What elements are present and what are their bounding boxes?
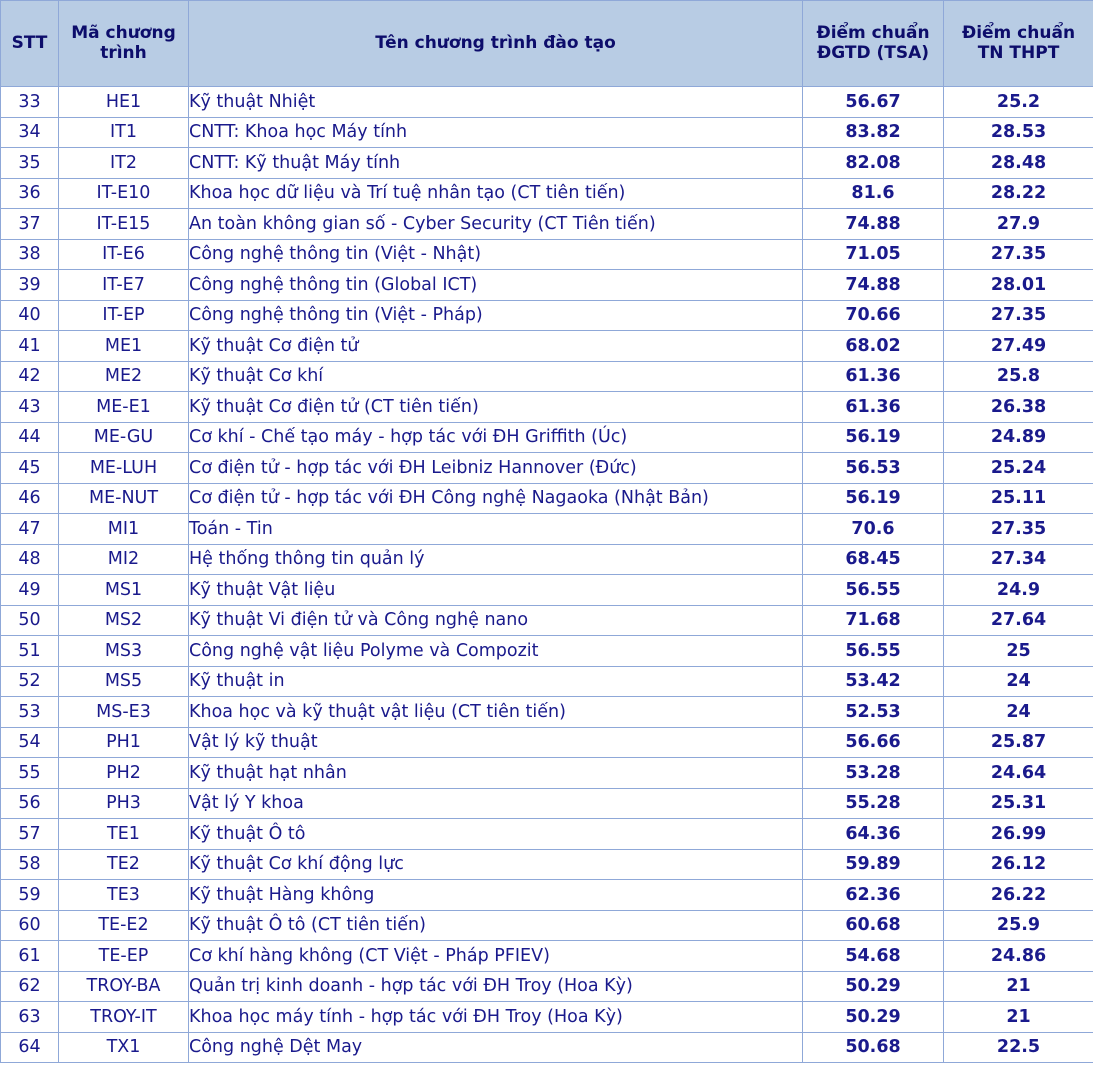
row-thpt-score: 25.24 — [944, 453, 1093, 484]
table-row — [1, 392, 1093, 423]
row-program-code: ME1 — [59, 331, 189, 362]
row-program-code: MI1 — [59, 514, 189, 545]
row-thpt-score: 27.35 — [944, 300, 1093, 331]
row-program-name: Kỹ thuật Ô tô (CT tiên tiến) — [189, 910, 803, 941]
row-stt: 61 — [1, 941, 59, 972]
row-program-code: TROY-BA — [59, 971, 189, 1002]
row-tsa-score: 53.42 — [803, 666, 944, 697]
row-program-code: IT-E7 — [59, 270, 189, 301]
row-program-code: ME-LUH — [59, 453, 189, 484]
row-thpt-score: 26.38 — [944, 392, 1093, 423]
column-header-stt — [1, 1, 59, 87]
row-thpt-score: 24 — [944, 666, 1093, 697]
row-stt: 60 — [1, 910, 59, 941]
column-header-thpt-score-line-1: Điểm chuẩn — [961, 22, 1076, 43]
row-thpt-score: 21 — [944, 971, 1093, 1002]
table-row — [1, 148, 1093, 179]
row-program-name: Khoa học dữ liệu và Trí tuệ nhân tạo (CT tiên tiến) — [189, 178, 803, 209]
row-tsa-score: 81.6 — [803, 178, 944, 209]
column-header-tsa-score-line-1: Điểm chuẩn — [816, 22, 930, 43]
row-stt: 52 — [1, 666, 59, 697]
table-row — [1, 209, 1093, 240]
row-program-code: IT-E10 — [59, 178, 189, 209]
table-row — [1, 422, 1093, 453]
column-header-program-name-line-1: Tên chương trình đào tạo — [375, 32, 616, 53]
row-tsa-score: 61.36 — [803, 361, 944, 392]
table-row — [1, 1002, 1093, 1033]
row-program-name: Cơ khí hàng không (CT Việt - Pháp PFIEV) — [189, 941, 803, 972]
row-thpt-score: 27.49 — [944, 331, 1093, 362]
row-stt: 40 — [1, 300, 59, 331]
table-row — [1, 758, 1093, 789]
row-tsa-score: 56.55 — [803, 636, 944, 667]
row-thpt-score: 25.9 — [944, 910, 1093, 941]
row-tsa-score: 68.02 — [803, 331, 944, 362]
row-stt: 50 — [1, 605, 59, 636]
row-tsa-score: 54.68 — [803, 941, 944, 972]
row-program-code: MS5 — [59, 666, 189, 697]
column-header-program-code-line-2: trình — [100, 42, 147, 63]
column-header-thpt-score-line-2: TN THPT — [977, 42, 1060, 63]
row-stt: 64 — [1, 1032, 59, 1063]
column-header-program-name — [189, 1, 803, 87]
row-program-name: Kỹ thuật Hàng không — [189, 880, 803, 911]
row-program-code: TX1 — [59, 1032, 189, 1063]
table-row — [1, 514, 1093, 545]
table-row — [1, 361, 1093, 392]
row-thpt-score: 24.64 — [944, 758, 1093, 789]
row-tsa-score: 74.88 — [803, 270, 944, 301]
row-thpt-score: 26.12 — [944, 849, 1093, 880]
row-thpt-score: 27.35 — [944, 239, 1093, 270]
row-stt: 38 — [1, 239, 59, 270]
row-program-code: TROY-IT — [59, 1002, 189, 1033]
row-stt: 62 — [1, 971, 59, 1002]
row-stt: 45 — [1, 453, 59, 484]
row-program-name: Công nghệ Dệt May — [189, 1032, 803, 1063]
row-thpt-score: 21 — [944, 1002, 1093, 1033]
row-tsa-score: 74.88 — [803, 209, 944, 240]
row-tsa-score: 71.05 — [803, 239, 944, 270]
row-tsa-score: 50.68 — [803, 1032, 944, 1063]
row-tsa-score: 82.08 — [803, 148, 944, 179]
row-stt: 34 — [1, 117, 59, 148]
table-row — [1, 1032, 1093, 1063]
table-row — [1, 178, 1093, 209]
row-program-code: ME-E1 — [59, 392, 189, 423]
row-stt: 49 — [1, 575, 59, 606]
row-stt: 58 — [1, 849, 59, 880]
row-program-name: CNTT: Kỹ thuật Máy tính — [189, 148, 803, 179]
row-tsa-score: 50.29 — [803, 1002, 944, 1033]
row-program-name: Khoa học máy tính - hợp tác với ĐH Troy (Hoa Kỳ) — [189, 1002, 803, 1033]
table-row — [1, 788, 1093, 819]
row-stt: 54 — [1, 727, 59, 758]
column-header-program-code-line-1: Mã chương — [71, 22, 176, 43]
row-program-code: IT-E15 — [59, 209, 189, 240]
row-thpt-score: 25.8 — [944, 361, 1093, 392]
row-program-code: TE3 — [59, 880, 189, 911]
row-thpt-score: 27.35 — [944, 514, 1093, 545]
column-header-stt-line-1: STT — [11, 32, 48, 53]
row-program-code: ME-GU — [59, 422, 189, 453]
row-program-name: Cơ điện tử - hợp tác với ĐH Công nghệ Nagaoka (Nhật Bản) — [189, 483, 803, 514]
table-row — [1, 544, 1093, 575]
row-stt: 35 — [1, 148, 59, 179]
table-row — [1, 880, 1093, 911]
row-program-name: Toán - Tin — [189, 514, 803, 545]
table-row — [1, 483, 1093, 514]
row-tsa-score: 56.66 — [803, 727, 944, 758]
row-tsa-score: 71.68 — [803, 605, 944, 636]
row-program-name: Quản trị kinh doanh - hợp tác với ĐH Troy (Hoa Kỳ) — [189, 971, 803, 1002]
row-thpt-score: 27.64 — [944, 605, 1093, 636]
row-stt: 37 — [1, 209, 59, 240]
row-program-name: Công nghệ thông tin (Global ICT) — [189, 270, 803, 301]
row-thpt-score: 26.22 — [944, 880, 1093, 911]
row-program-code: ME2 — [59, 361, 189, 392]
row-program-code: HE1 — [59, 87, 189, 118]
table-row — [1, 636, 1093, 667]
header-row — [1, 1, 1093, 87]
row-thpt-score: 28.48 — [944, 148, 1093, 179]
row-stt: 48 — [1, 544, 59, 575]
row-tsa-score: 56.19 — [803, 422, 944, 453]
table-row — [1, 331, 1093, 362]
table-row — [1, 971, 1093, 1002]
row-tsa-score: 53.28 — [803, 758, 944, 789]
row-thpt-score: 26.99 — [944, 819, 1093, 850]
row-program-name: Kỹ thuật in — [189, 666, 803, 697]
table-row — [1, 87, 1093, 118]
row-tsa-score: 56.53 — [803, 453, 944, 484]
row-program-name: Cơ khí - Chế tạo máy - hợp tác với ĐH Griffith (Úc) — [189, 422, 803, 453]
table-row — [1, 849, 1093, 880]
row-tsa-score: 62.36 — [803, 880, 944, 911]
table-row — [1, 941, 1093, 972]
row-tsa-score: 55.28 — [803, 788, 944, 819]
table-row — [1, 575, 1093, 606]
row-tsa-score: 83.82 — [803, 117, 944, 148]
row-program-name: Kỹ thuật hạt nhân — [189, 758, 803, 789]
row-stt: 33 — [1, 87, 59, 118]
row-stt: 56 — [1, 788, 59, 819]
row-program-name: Kỹ thuật Ô tô — [189, 819, 803, 850]
row-program-code: ME-NUT — [59, 483, 189, 514]
row-thpt-score: 25.11 — [944, 483, 1093, 514]
table-row — [1, 697, 1093, 728]
row-program-code: PH3 — [59, 788, 189, 819]
row-thpt-score: 25 — [944, 636, 1093, 667]
row-program-code: TE2 — [59, 849, 189, 880]
row-stt: 47 — [1, 514, 59, 545]
row-program-code: MI2 — [59, 544, 189, 575]
row-tsa-score: 56.55 — [803, 575, 944, 606]
row-thpt-score: 25.2 — [944, 87, 1093, 118]
row-thpt-score: 28.01 — [944, 270, 1093, 301]
row-stt: 53 — [1, 697, 59, 728]
row-tsa-score: 52.53 — [803, 697, 944, 728]
table-header — [1, 1, 1093, 87]
row-program-name: Kỹ thuật Nhiệt — [189, 87, 803, 118]
row-program-code: IT-EP — [59, 300, 189, 331]
row-thpt-score: 25.87 — [944, 727, 1093, 758]
table-row — [1, 910, 1093, 941]
row-program-name: Hệ thống thông tin quản lý — [189, 544, 803, 575]
row-program-code: PH2 — [59, 758, 189, 789]
row-stt: 39 — [1, 270, 59, 301]
row-tsa-score: 56.19 — [803, 483, 944, 514]
row-program-name: Kỹ thuật Cơ điện tử — [189, 331, 803, 362]
row-thpt-score: 22.5 — [944, 1032, 1093, 1063]
row-program-code: TE1 — [59, 819, 189, 850]
row-stt: 43 — [1, 392, 59, 423]
row-program-name: Vật lý kỹ thuật — [189, 727, 803, 758]
row-tsa-score: 61.36 — [803, 392, 944, 423]
table-row — [1, 270, 1093, 301]
table-row — [1, 605, 1093, 636]
row-thpt-score: 25.31 — [944, 788, 1093, 819]
row-thpt-score: 27.34 — [944, 544, 1093, 575]
column-header-tsa-score — [803, 1, 944, 87]
row-stt: 41 — [1, 331, 59, 362]
row-tsa-score: 70.6 — [803, 514, 944, 545]
row-program-name: Cơ điện tử - hợp tác với ĐH Leibniz Hannover (Đức) — [189, 453, 803, 484]
row-tsa-score: 68.45 — [803, 544, 944, 575]
row-stt: 44 — [1, 422, 59, 453]
row-tsa-score: 50.29 — [803, 971, 944, 1002]
row-program-code: MS2 — [59, 605, 189, 636]
row-program-code: IT2 — [59, 148, 189, 179]
row-thpt-score: 24.9 — [944, 575, 1093, 606]
row-program-code: MS3 — [59, 636, 189, 667]
row-stt: 59 — [1, 880, 59, 911]
row-program-name: Kỹ thuật Cơ khí động lực — [189, 849, 803, 880]
row-stt: 63 — [1, 1002, 59, 1033]
row-tsa-score: 60.68 — [803, 910, 944, 941]
row-tsa-score: 70.66 — [803, 300, 944, 331]
row-stt: 42 — [1, 361, 59, 392]
row-thpt-score: 28.22 — [944, 178, 1093, 209]
row-stt: 46 — [1, 483, 59, 514]
table-body — [1, 87, 1093, 1063]
row-program-name: An toàn không gian số - Cyber Security (CT Tiên tiến) — [189, 209, 803, 240]
row-program-name: Khoa học và kỹ thuật vật liệu (CT tiên tiến) — [189, 697, 803, 728]
row-tsa-score: 59.89 — [803, 849, 944, 880]
row-stt: 36 — [1, 178, 59, 209]
table-row — [1, 453, 1093, 484]
row-program-code: TE-EP — [59, 941, 189, 972]
column-header-thpt-score — [944, 1, 1093, 87]
row-program-code: IT1 — [59, 117, 189, 148]
row-thpt-score: 24.86 — [944, 941, 1093, 972]
row-program-code: PH1 — [59, 727, 189, 758]
row-program-name: Vật lý Y khoa — [189, 788, 803, 819]
row-tsa-score: 64.36 — [803, 819, 944, 850]
table-row — [1, 666, 1093, 697]
row-program-code: TE-E2 — [59, 910, 189, 941]
table-row — [1, 300, 1093, 331]
row-program-name: Công nghệ thông tin (Việt - Nhật) — [189, 239, 803, 270]
row-program-code: IT-E6 — [59, 239, 189, 270]
row-program-name: Công nghệ vật liệu Polyme và Compozit — [189, 636, 803, 667]
row-program-name: Kỹ thuật Cơ điện tử (CT tiên tiến) — [189, 392, 803, 423]
column-header-program-code — [59, 1, 189, 87]
row-program-code: MS-E3 — [59, 697, 189, 728]
row-thpt-score: 27.9 — [944, 209, 1093, 240]
row-program-name: Kỹ thuật Vi điện tử và Công nghệ nano — [189, 605, 803, 636]
row-stt: 51 — [1, 636, 59, 667]
row-stt: 57 — [1, 819, 59, 850]
row-program-name: Kỹ thuật Cơ khí — [189, 361, 803, 392]
row-program-name: CNTT: Khoa học Máy tính — [189, 117, 803, 148]
row-thpt-score: 28.53 — [944, 117, 1093, 148]
row-program-code: MS1 — [59, 575, 189, 606]
row-thpt-score: 24.89 — [944, 422, 1093, 453]
column-header-tsa-score-line-2: ĐGTD (TSA) — [816, 42, 930, 63]
table-row — [1, 727, 1093, 758]
row-program-name: Công nghệ thông tin (Việt - Pháp) — [189, 300, 803, 331]
table-row — [1, 819, 1093, 850]
row-thpt-score: 24 — [944, 697, 1093, 728]
row-stt: 55 — [1, 758, 59, 789]
table-row — [1, 117, 1093, 148]
table-row — [1, 239, 1093, 270]
row-tsa-score: 56.67 — [803, 87, 944, 118]
row-program-name: Kỹ thuật Vật liệu — [189, 575, 803, 606]
